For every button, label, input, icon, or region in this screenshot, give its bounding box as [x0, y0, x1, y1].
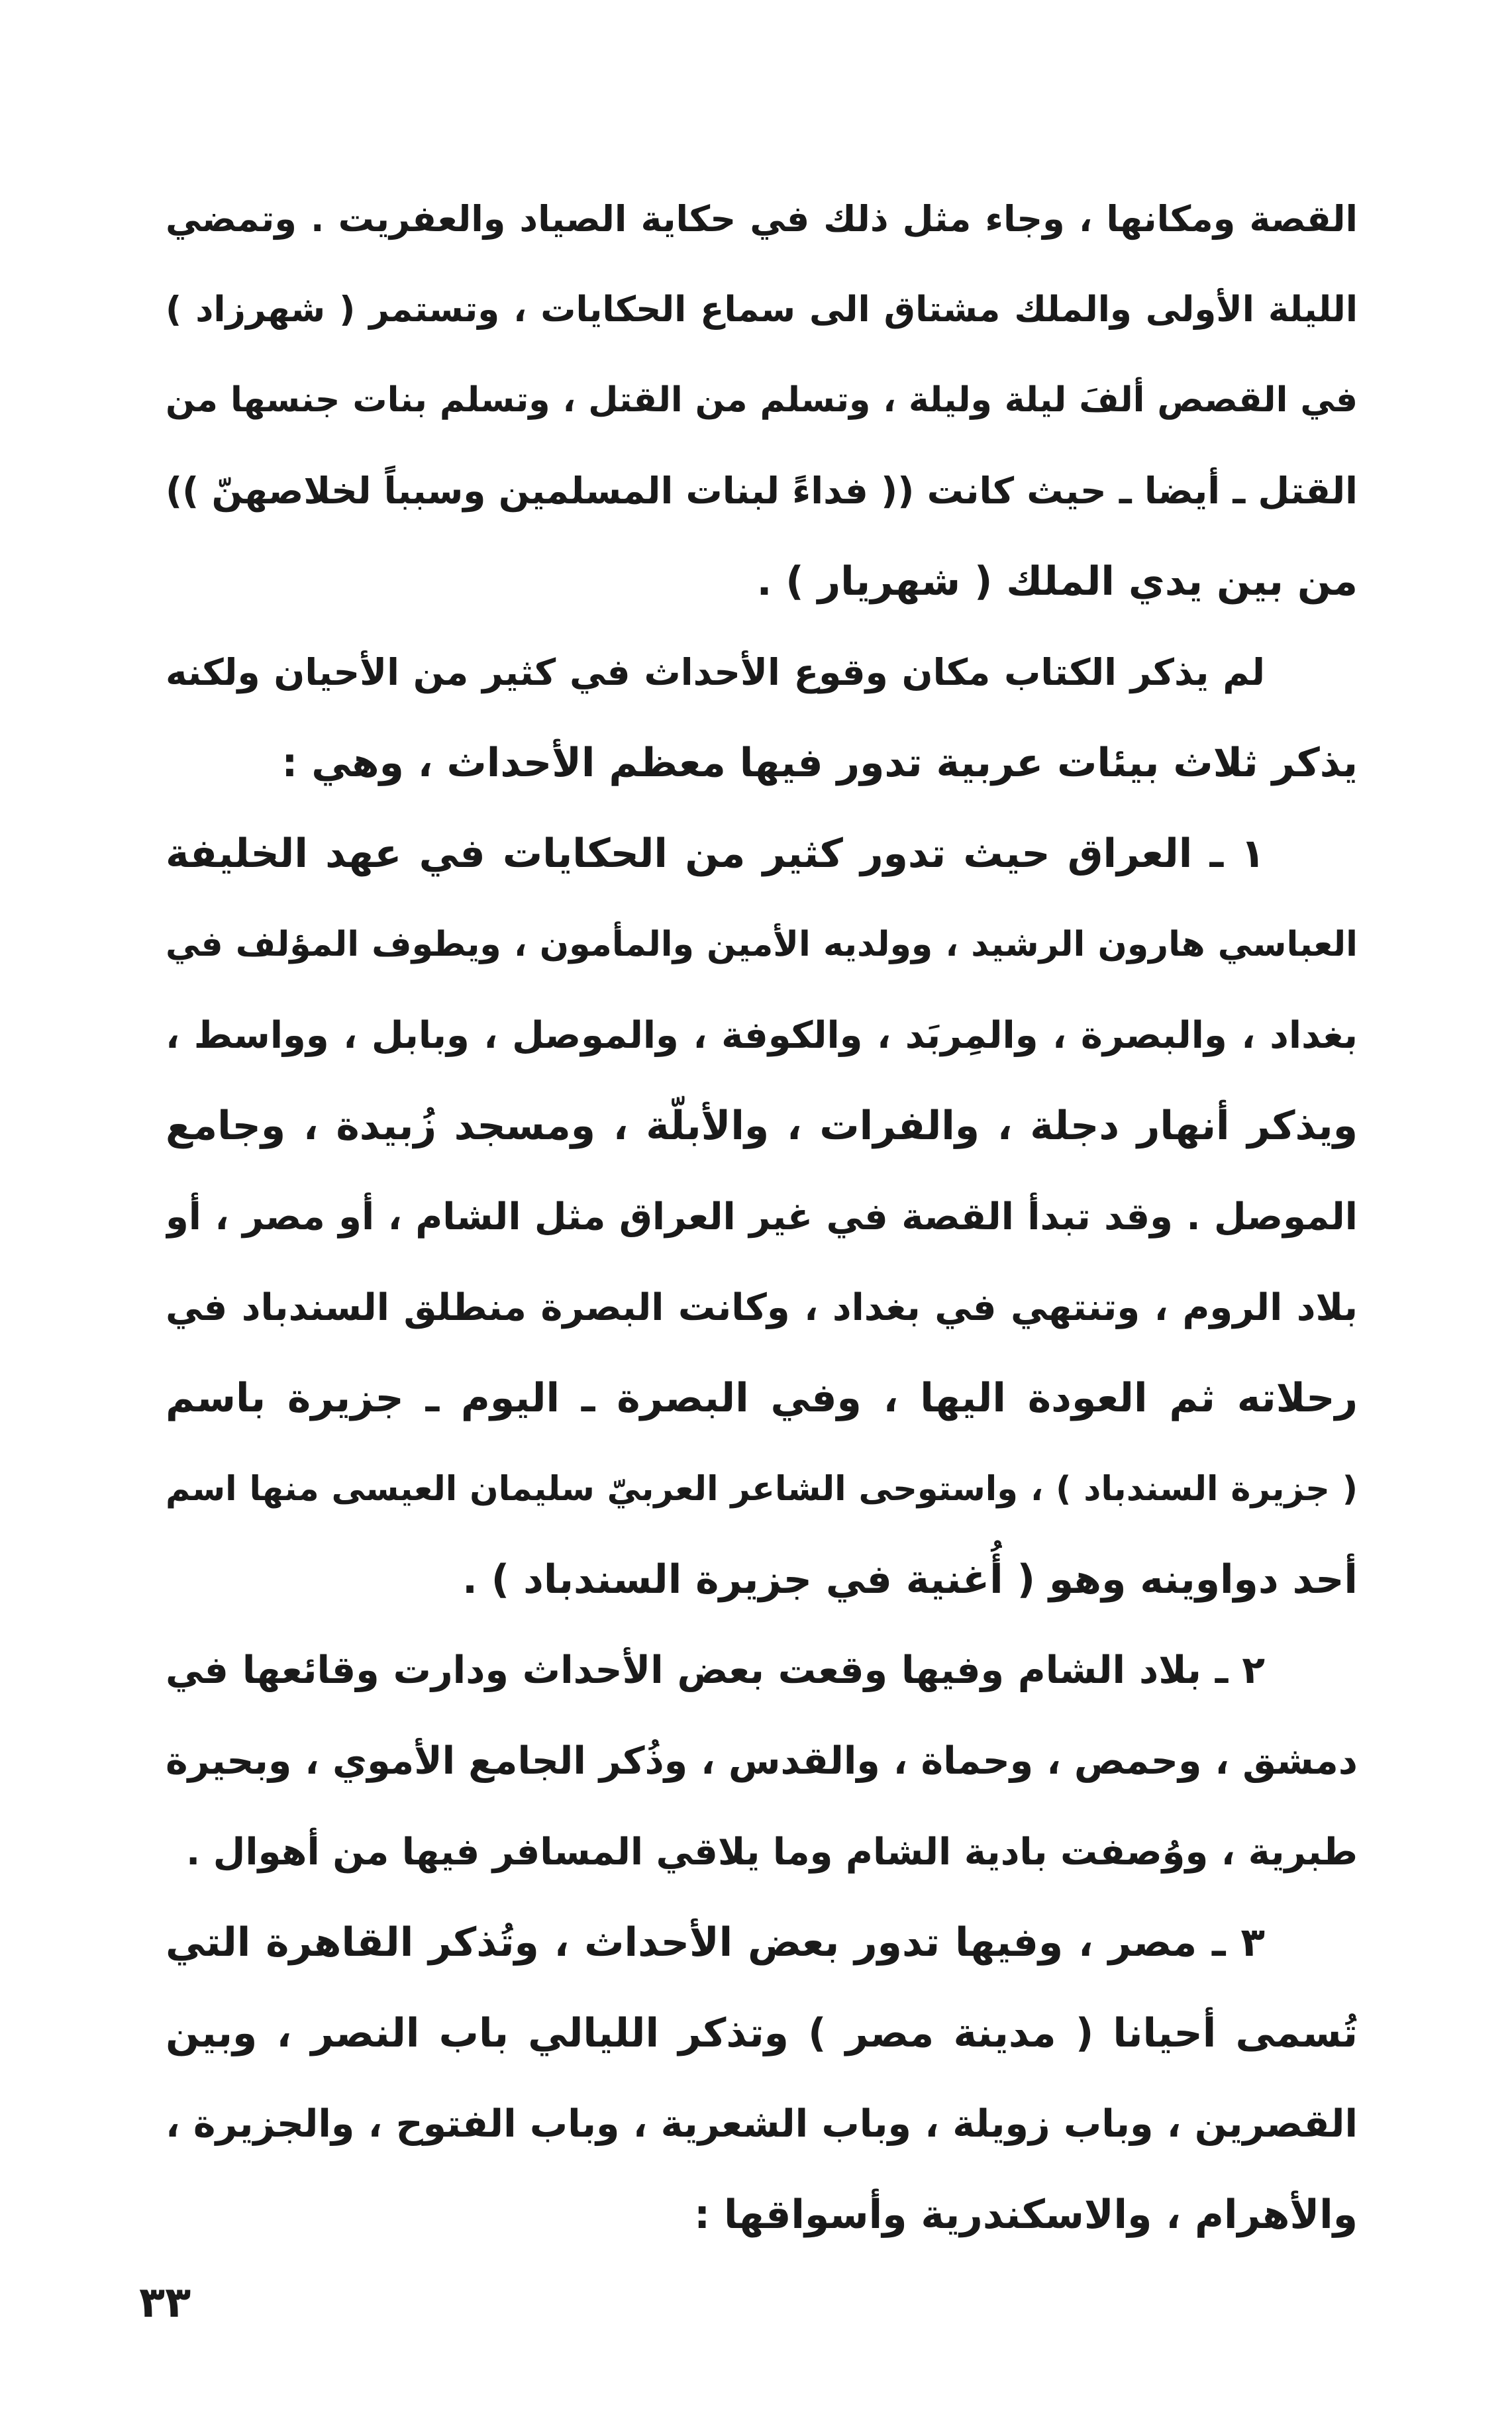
text-line: [166, 1716, 1358, 1807]
text-line-content: العباسي هارون الرشيد ، وولديه الأمين والمأمون ، ويطوف المؤلف في: [166, 925, 1358, 964]
text-line: [166, 1807, 1358, 1898]
text-line: [166, 1898, 1358, 1988]
text-line: [166, 264, 1358, 355]
text-line: [166, 1625, 1358, 1716]
body-text: [166, 174, 1358, 2260]
text-line: [166, 1535, 1358, 1625]
text-line: [166, 899, 1358, 990]
text-line: [166, 990, 1358, 1081]
text-line-content: الليلة الأولى والملك مشتاق الى سماع الحكايات ، وتستمر ( شهرزاد ): [166, 289, 1358, 330]
text-line: [166, 1444, 1358, 1535]
text-line-content: دمشق ، وحمص ، وحماة ، والقدس ، وذُكر الجامع الأموي ، وبحيرة: [166, 1739, 1358, 1783]
text-line-content: ٣ ـ مصر ، وفيها تدور بعض الأحداث ، وتُذكر القاهرة التي: [166, 1919, 1265, 1966]
text-line: [166, 809, 1358, 899]
text-line: [166, 446, 1358, 536]
text-line: [166, 1081, 1358, 1172]
text-line: [166, 2170, 1358, 2260]
text-line-content: في القصص ألفَ ليلة وليلة ، وتسلم من القتل ، وتسلم بنات جنسها من: [166, 380, 1358, 420]
text-line-content: طبرية ، ووُصفت بادية الشام وما يلاقي المسافر فيها من أهوال .: [186, 1831, 1358, 1874]
text-line: [166, 1353, 1358, 1444]
text-line-content: القصة ومكانها ، وجاء مثل ذلك في حكاية الصياد والعفريت . وتمضي: [166, 198, 1358, 240]
text-line: [166, 2079, 1358, 2170]
text-line-content: لم يذكر الكتاب مكان وقوع الأحداث في كثير من الأحيان ولكنه: [166, 651, 1265, 693]
text-line: [166, 1988, 1358, 2079]
page-number: ٣٣: [139, 2278, 191, 2327]
text-line-content: الموصل . وقد تبدأ القصة في غير العراق مثل الشام ، أو مصر ، أو: [166, 1195, 1358, 1239]
text-line-content: بغداد ، والبصرة ، والمِربَد ، والكوفة ، والموصل ، وبابل ، وواسط ،: [166, 1014, 1358, 1057]
text-line: [166, 355, 1358, 446]
text-line-content: من بين يدي الملك ( شهريار ) .: [756, 558, 1358, 605]
text-line: [166, 1172, 1358, 1262]
text-line-content: ١ ـ العراق حيث تدور كثير من الحكايات في عهد الخليفة: [166, 831, 1265, 877]
text-line-content: بلاد الروم ، وتنتهي في بغداد ، وكانت البصرة منطلق السندباد في: [166, 1286, 1358, 1329]
text-line-content: القصرين ، وباب زويلة ، وباب الشعرية ، وباب الفتوح ، والجزيرة ،: [166, 2102, 1358, 2146]
text-line: [166, 536, 1358, 627]
text-line: [166, 174, 1358, 264]
text-line-content: ويذكر أنهار دجلة ، والفرات ، والأبلّة ، ومسجد زُبيدة ، وجامع: [166, 1103, 1358, 1149]
text-line-content: ( جزيرة السندباد ) ، واستوحى الشاعر العربيّ سليمان العيسى منها اسم: [166, 1470, 1358, 1509]
text-line-content: القتل ـ أيضا ـ حيث كانت (( فداءً لبنات المسلمين وسبباً لخلاصهنّ )): [166, 470, 1358, 512]
text-line: [166, 1262, 1358, 1353]
text-line-content: رحلاته ثم العودة اليها ، وفي البصرة ـ اليوم ـ جزيرة باسم: [166, 1375, 1358, 1421]
text-line-content: تُسمى أحيانا ( مدينة مصر ) وتذكر الليالي باب النصر ، وبين: [166, 2010, 1358, 2056]
text-line-content: يذكر ثلاث بيئات عربية تدور فيها معظم الأحداث ، وهي :: [281, 740, 1358, 786]
text-line: [166, 718, 1358, 809]
text-line-content: ٢ ـ بلاد الشام وفيها وقعت بعض الأحداث ودارت وقائعها في: [166, 1648, 1265, 1692]
text-line-content: والأهرام ، والاسكندرية وأسواقها :: [694, 2192, 1358, 2238]
text-line: [166, 627, 1358, 718]
text-line-content: أحد دواوينه وهو ( أُغنية في جزيرة السندباد ) .: [462, 1556, 1358, 1603]
